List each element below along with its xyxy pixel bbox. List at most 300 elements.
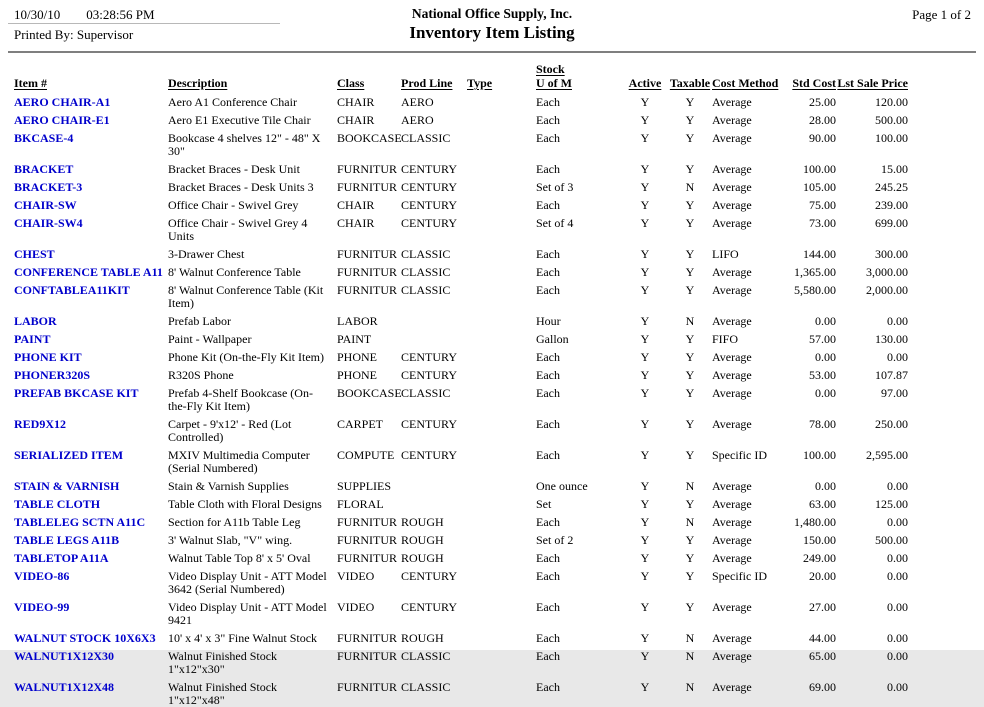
cell-type: [467, 565, 536, 596]
cell-cost-method: Average: [712, 386, 752, 400]
cell-lst-sale-price: 300.00: [875, 247, 908, 261]
cell-type: [467, 212, 536, 243]
cell-class: CARPET: [337, 417, 384, 431]
cell-uofm: Each: [536, 113, 560, 127]
cell-uofm: Each: [536, 162, 560, 176]
item-link[interactable]: TABLE LEGS A11B: [14, 533, 120, 547]
column-header-row: [14, 62, 908, 91]
table-row: [14, 212, 908, 243]
cell-uofm: Each: [536, 131, 560, 145]
cell-std-cost: 90.00: [809, 131, 836, 145]
cell-active: Y: [640, 216, 650, 230]
cell-taxable: N: [685, 479, 695, 493]
cell-active: Y: [640, 680, 650, 694]
cell-type: [467, 91, 536, 109]
cell-lst-sale-price: 0.00: [887, 649, 908, 663]
col-std-cost: Std Cost: [792, 76, 836, 90]
cell-uofm: Each: [536, 551, 560, 565]
cell-type: [467, 279, 536, 310]
cell-std-cost: 105.00: [803, 180, 836, 194]
cell-cost-method: Average: [712, 497, 752, 511]
cell-class: FURNITUR: [337, 533, 398, 547]
cell-cost-method: LIFO: [712, 247, 739, 261]
cell-class: FURNITUR: [337, 515, 398, 529]
cell-prod-line: [401, 475, 467, 493]
cell-taxable: Y: [685, 265, 695, 279]
cell-class: CHAIR: [337, 198, 375, 212]
cell-description: Walnut Finished Stock 1"x12"x48": [168, 680, 278, 707]
table-row: [14, 243, 908, 261]
table-row: [14, 565, 908, 596]
col-class: Class: [337, 76, 365, 90]
item-link[interactable]: WALNUT STOCK 10X6X3: [14, 631, 156, 645]
cell-class: FURNITUR: [337, 649, 398, 663]
cell-prod-line: AERO: [401, 113, 434, 127]
cell-lst-sale-price: 0.00: [887, 551, 908, 565]
col-active: Active: [628, 76, 662, 90]
cell-description: 3-Drawer Chest: [168, 247, 245, 261]
cell-prod-line: CLASSIC: [401, 283, 451, 297]
cell-std-cost: 5,580.00: [794, 283, 836, 297]
cell-taxable: Y: [685, 332, 695, 346]
cell-lst-sale-price: 699.00: [875, 216, 908, 230]
cell-type: [467, 676, 536, 707]
cell-std-cost: 249.00: [803, 551, 836, 565]
cell-cost-method: Average: [712, 533, 752, 547]
cell-lst-sale-price: 0.00: [887, 631, 908, 645]
cell-description: Aero A1 Conference Chair: [168, 95, 297, 109]
cell-type: [467, 444, 536, 475]
cell-uofm: Each: [536, 569, 560, 583]
cell-cost-method: Average: [712, 131, 752, 145]
cell-description: MXIV Multimedia Computer (Serial Numbered): [168, 448, 310, 475]
cell-lst-sale-price: 125.00: [875, 497, 908, 511]
cell-class: PHONE: [337, 368, 378, 382]
col-cost-method: Cost Method: [712, 76, 779, 90]
cell-uofm: Set of 3: [536, 180, 574, 194]
cell-uofm: Set of 2: [536, 533, 574, 547]
item-link[interactable]: CHEST: [14, 247, 55, 261]
cell-taxable: N: [685, 314, 695, 328]
col-type: Type: [467, 76, 493, 90]
cell-active: Y: [640, 533, 650, 547]
cell-taxable: Y: [685, 198, 695, 212]
col-prod-line: Prod Line: [401, 76, 453, 90]
cell-uofm: Each: [536, 368, 560, 382]
cell-class: FURNITUR: [337, 247, 398, 261]
cell-description: 3' Walnut Slab, "V" wing.: [168, 533, 293, 547]
cell-taxable: N: [685, 680, 695, 694]
cell-std-cost: 100.00: [803, 448, 836, 462]
cell-prod-line: CENTURY: [401, 350, 458, 364]
cell-prod-line: CENTURY: [401, 198, 458, 212]
item-link[interactable]: PAINT: [14, 332, 51, 346]
item-link[interactable]: WALNUT1X12X30: [14, 649, 115, 663]
cell-active: Y: [640, 497, 650, 511]
item-link[interactable]: WALNUT1X12X48: [14, 680, 115, 694]
cell-type: [467, 382, 536, 413]
item-link[interactable]: TABLELEG SCTN A11C: [14, 515, 146, 529]
cell-std-cost: 0.00: [815, 350, 836, 364]
table-row: [14, 346, 908, 364]
item-link[interactable]: BRACKET-3: [14, 180, 83, 194]
cell-active: Y: [640, 515, 650, 529]
cell-active: Y: [640, 448, 650, 462]
cell-description: Office Chair - Swivel Grey: [168, 198, 299, 212]
cell-uofm: Each: [536, 198, 560, 212]
printed-by: Printed By: Supervisor: [14, 27, 134, 42]
cell-class: CHAIR: [337, 95, 375, 109]
cell-cost-method: Average: [712, 649, 752, 663]
cell-prod-line: CLASSIC: [401, 680, 451, 694]
cell-type: [467, 243, 536, 261]
table-row: [14, 413, 908, 444]
item-link[interactable]: STAIN & VARNISH: [14, 479, 120, 493]
table-row: [14, 475, 908, 493]
item-link[interactable]: AERO CHAIR-E1: [14, 113, 110, 127]
cell-prod-line: CLASSIC: [401, 131, 451, 145]
cell-description: Walnut Finished Stock 1"x12"x30": [168, 649, 278, 676]
table-row: [14, 158, 908, 176]
item-link[interactable]: CONFTABLEA11KIT: [14, 283, 130, 297]
cell-taxable: Y: [685, 283, 695, 297]
cell-type: [467, 127, 536, 158]
cell-taxable: Y: [685, 368, 695, 382]
item-link[interactable]: VIDEO-99: [14, 600, 70, 614]
cell-std-cost: 53.00: [809, 368, 836, 382]
cell-uofm: Each: [536, 448, 560, 462]
cell-uofm: Each: [536, 649, 560, 663]
cell-lst-sale-price: 0.00: [887, 350, 908, 364]
item-link[interactable]: PHONER320S: [14, 368, 91, 382]
item-link[interactable]: TABLETOP A11A: [14, 551, 109, 565]
cell-lst-sale-price: 0.00: [887, 515, 908, 529]
cell-type: [467, 547, 536, 565]
cell-taxable: Y: [685, 162, 695, 176]
cell-description: 8' Walnut Conference Table: [168, 265, 301, 279]
cell-active: Y: [640, 113, 650, 127]
cell-class: FURNITUR: [337, 162, 398, 176]
cell-active: Y: [640, 131, 650, 145]
cell-taxable: Y: [685, 131, 695, 145]
cell-uofm: Each: [536, 95, 560, 109]
cell-prod-line: CENTURY: [401, 180, 458, 194]
cell-type: [467, 176, 536, 194]
item-link[interactable]: CONFERENCE TABLE A11: [14, 265, 163, 279]
table-row: [14, 364, 908, 382]
table-row: [14, 676, 908, 707]
cell-description: Video Display Unit - ATT Model 9421: [168, 600, 327, 627]
table-row: [14, 596, 908, 627]
cell-class: FURNITUR: [337, 265, 398, 279]
table-row: [14, 382, 908, 413]
cell-std-cost: 144.00: [803, 247, 836, 261]
cell-std-cost: 27.00: [809, 600, 836, 614]
col-lst-sale-price: Lst Sale Price: [837, 76, 908, 90]
item-link[interactable]: PREFAB BKCASE KIT: [14, 386, 139, 400]
cell-description: Office Chair - Swivel Grey 4 Units: [168, 216, 308, 243]
cell-type: [467, 310, 536, 328]
cell-std-cost: 1,365.00: [794, 265, 836, 279]
cell-active: Y: [640, 649, 650, 663]
cell-uofm: Set of 4: [536, 216, 574, 230]
cell-cost-method: Average: [712, 198, 752, 212]
cell-type: [467, 493, 536, 511]
cell-uofm: Each: [536, 283, 560, 297]
cell-prod-line: CLASSIC: [401, 265, 451, 279]
cell-class: BOOKCASE: [337, 131, 402, 145]
cell-prod-line: CLASSIC: [401, 649, 451, 663]
cell-cost-method: Specific ID: [712, 569, 767, 583]
cell-std-cost: 25.00: [809, 95, 836, 109]
cell-description: 10' x 4' x 3" Fine Walnut Stock: [168, 631, 318, 645]
table-row: [14, 261, 908, 279]
cell-cost-method: Average: [712, 283, 752, 297]
cell-std-cost: 20.00: [809, 569, 836, 583]
cell-description: Prefab Labor: [168, 314, 231, 328]
cell-std-cost: 73.00: [809, 216, 836, 230]
cell-taxable: Y: [685, 569, 695, 583]
cell-std-cost: 28.00: [809, 113, 836, 127]
item-link[interactable]: AERO CHAIR-A1: [14, 95, 111, 109]
cell-description: Section for A11b Table Leg: [168, 515, 301, 529]
cell-lst-sale-price: 500.00: [875, 113, 908, 127]
cell-taxable: Y: [685, 497, 695, 511]
cell-cost-method: Average: [712, 95, 752, 109]
cell-cost-method: Average: [712, 314, 752, 328]
item-link[interactable]: CHAIR-SW: [14, 198, 77, 212]
cell-type: [467, 645, 536, 676]
cell-prod-line: [401, 310, 467, 328]
header-rule: [8, 51, 976, 53]
cell-cost-method: Average: [712, 162, 752, 176]
cell-class: SUPPLIES: [337, 479, 392, 493]
item-link[interactable]: TABLE CLOTH: [14, 497, 101, 511]
cell-active: Y: [640, 479, 650, 493]
item-link[interactable]: CHAIR-SW4: [14, 216, 83, 230]
cell-active: Y: [640, 314, 650, 328]
cell-taxable: Y: [685, 417, 695, 431]
cell-description: Walnut Table Top 8' x 5' Oval: [168, 551, 311, 565]
cell-std-cost: 65.00: [809, 649, 836, 663]
cell-prod-line: [401, 493, 467, 511]
cell-active: Y: [640, 265, 650, 279]
cell-taxable: N: [685, 631, 695, 645]
cell-prod-line: [401, 328, 467, 346]
cell-description: Aero E1 Executive Tile Chair: [168, 113, 311, 127]
table-row: [14, 645, 908, 676]
item-link[interactable]: BKCASE-4: [14, 131, 74, 145]
cell-cost-method: Average: [712, 680, 752, 694]
cell-description: Paint - Wallpaper: [168, 332, 252, 346]
cell-class: FURNITUR: [337, 180, 398, 194]
cell-std-cost: 69.00: [809, 680, 836, 694]
cell-active: Y: [640, 180, 650, 194]
cell-active: Y: [640, 95, 650, 109]
company-name: National Office Supply, Inc.: [411, 6, 573, 21]
cell-prod-line: CLASSIC: [401, 386, 451, 400]
table-row: [14, 279, 908, 310]
cell-active: Y: [640, 569, 650, 583]
cell-prod-line: CENTURY: [401, 600, 458, 614]
cell-cost-method: Average: [712, 265, 752, 279]
cell-uofm: Each: [536, 680, 560, 694]
cell-lst-sale-price: 0.00: [887, 479, 908, 493]
cell-class: PAINT: [337, 332, 372, 346]
cell-cost-method: Average: [712, 600, 752, 614]
cell-taxable: Y: [685, 113, 695, 127]
col-stock-label: Stock: [536, 62, 565, 76]
cell-class: CHAIR: [337, 113, 375, 127]
cell-cost-method: Average: [712, 180, 752, 194]
cell-type: [467, 109, 536, 127]
cell-lst-sale-price: 120.00: [875, 95, 908, 109]
cell-class: FURNITUR: [337, 631, 398, 645]
cell-class: CHAIR: [337, 216, 375, 230]
cell-taxable: Y: [685, 350, 695, 364]
cell-prod-line: CENTURY: [401, 216, 458, 230]
cell-cost-method: Average: [712, 551, 752, 565]
cell-lst-sale-price: 500.00: [875, 533, 908, 547]
cell-class: LABOR: [337, 314, 378, 328]
cell-prod-line: ROUGH: [401, 551, 444, 565]
cell-prod-line: ROUGH: [401, 515, 444, 529]
cell-type: [467, 261, 536, 279]
cell-cost-method: Specific ID: [712, 448, 767, 462]
cell-uofm: Each: [536, 631, 560, 645]
cell-uofm: Each: [536, 515, 560, 529]
cell-type: [467, 475, 536, 493]
cell-uofm: Gallon: [536, 332, 569, 346]
cell-uofm: One ounce: [536, 479, 588, 493]
cell-taxable: Y: [685, 533, 695, 547]
cell-active: Y: [640, 551, 650, 565]
cell-taxable: Y: [685, 247, 695, 261]
cell-std-cost: 78.00: [809, 417, 836, 431]
cell-cost-method: Average: [712, 631, 752, 645]
col-uofm-label: U of M: [536, 76, 572, 90]
print-date: 10/30/10: [14, 7, 61, 22]
cell-lst-sale-price: 245.25: [875, 180, 908, 194]
cell-taxable: Y: [685, 216, 695, 230]
cell-description: Video Display Unit - ATT Model 3642 (Serial Numbered): [168, 569, 327, 596]
cell-lst-sale-price: 107.87: [875, 368, 908, 382]
table-row: [14, 127, 908, 158]
cell-class: FURNITUR: [337, 283, 398, 297]
table-row: [14, 109, 908, 127]
item-link[interactable]: LABOR: [14, 314, 57, 328]
cell-taxable: Y: [685, 600, 695, 614]
cell-type: [467, 194, 536, 212]
table-row: [14, 627, 908, 645]
inventory-table: [14, 62, 908, 707]
cell-std-cost: 150.00: [803, 533, 836, 547]
cell-description: Phone Kit (On-the-Fly Kit Item): [168, 350, 324, 364]
cell-prod-line: CENTURY: [401, 417, 458, 431]
table-row: [14, 529, 908, 547]
cell-class: VIDEO: [337, 600, 375, 614]
print-time: 03:28:56 PM: [86, 7, 155, 22]
cell-type: [467, 529, 536, 547]
cell-class: FLORAL: [337, 497, 384, 511]
cell-taxable: Y: [685, 386, 695, 400]
cell-uofm: Each: [536, 600, 560, 614]
cell-lst-sale-price: 0.00: [887, 600, 908, 614]
cell-prod-line: CENTURY: [401, 162, 458, 176]
item-link[interactable]: RED9X12: [14, 417, 67, 431]
cell-type: [467, 511, 536, 529]
cell-active: Y: [640, 162, 650, 176]
report-title: Inventory Item Listing: [409, 23, 575, 42]
cell-active: Y: [640, 247, 650, 261]
item-link[interactable]: SERIALIZED ITEM: [14, 448, 124, 462]
cell-uofm: Each: [536, 417, 560, 431]
cell-class: BOOKCASE: [337, 386, 402, 400]
item-link[interactable]: PHONE KIT: [14, 350, 82, 364]
cell-active: Y: [640, 631, 650, 645]
table-row: [14, 328, 908, 346]
cell-std-cost: 63.00: [809, 497, 836, 511]
cell-lst-sale-price: 0.00: [887, 314, 908, 328]
col-stock-uofm: [536, 62, 622, 91]
table-row: [14, 547, 908, 565]
cell-description: Bookcase 4 shelves 12" - 48" X 30": [168, 131, 321, 158]
cell-std-cost: 0.00: [815, 479, 836, 493]
table-row: [14, 91, 908, 109]
item-link[interactable]: VIDEO-86: [14, 569, 70, 583]
item-link[interactable]: BRACKET: [14, 162, 74, 176]
cell-lst-sale-price: 3,000.00: [866, 265, 908, 279]
cell-active: Y: [640, 386, 650, 400]
cell-lst-sale-price: 97.00: [881, 386, 908, 400]
cell-lst-sale-price: 0.00: [887, 569, 908, 583]
cell-class: VIDEO: [337, 569, 375, 583]
cell-active: Y: [640, 350, 650, 364]
table-row: [14, 176, 908, 194]
cell-taxable: N: [685, 649, 695, 663]
cell-type: [467, 158, 536, 176]
col-description: Description: [168, 76, 228, 90]
cell-prod-line: CLASSIC: [401, 247, 451, 261]
cell-uofm: Each: [536, 386, 560, 400]
cell-taxable: N: [685, 515, 695, 529]
cell-type: [467, 596, 536, 627]
cell-taxable: Y: [685, 448, 695, 462]
cell-uofm: Each: [536, 350, 560, 364]
page-indicator: Page 1 of 2: [912, 7, 971, 22]
cell-description: Table Cloth with Floral Designs: [168, 497, 322, 511]
cell-active: Y: [640, 283, 650, 297]
table-row: [14, 194, 908, 212]
cell-cost-method: Average: [712, 368, 752, 382]
cell-active: Y: [640, 417, 650, 431]
table-row: [14, 444, 908, 475]
cell-description: Prefab 4-Shelf Bookcase (On-the-Fly Kit Item): [168, 386, 313, 413]
cell-cost-method: Average: [712, 113, 752, 127]
cell-description: Stain & Varnish Supplies: [168, 479, 289, 493]
table-row: [14, 310, 908, 328]
cell-std-cost: 75.00: [809, 198, 836, 212]
cell-cost-method: Average: [712, 515, 752, 529]
col-item: Item #: [14, 76, 47, 90]
col-taxable: Taxable: [669, 76, 711, 90]
inventory-table-body: [14, 91, 908, 707]
cell-lst-sale-price: 0.00: [887, 680, 908, 694]
cell-std-cost: 100.00: [803, 162, 836, 176]
cell-cost-method: Average: [712, 479, 752, 493]
cell-prod-line: AERO: [401, 95, 434, 109]
cell-prod-line: CENTURY: [401, 569, 458, 583]
